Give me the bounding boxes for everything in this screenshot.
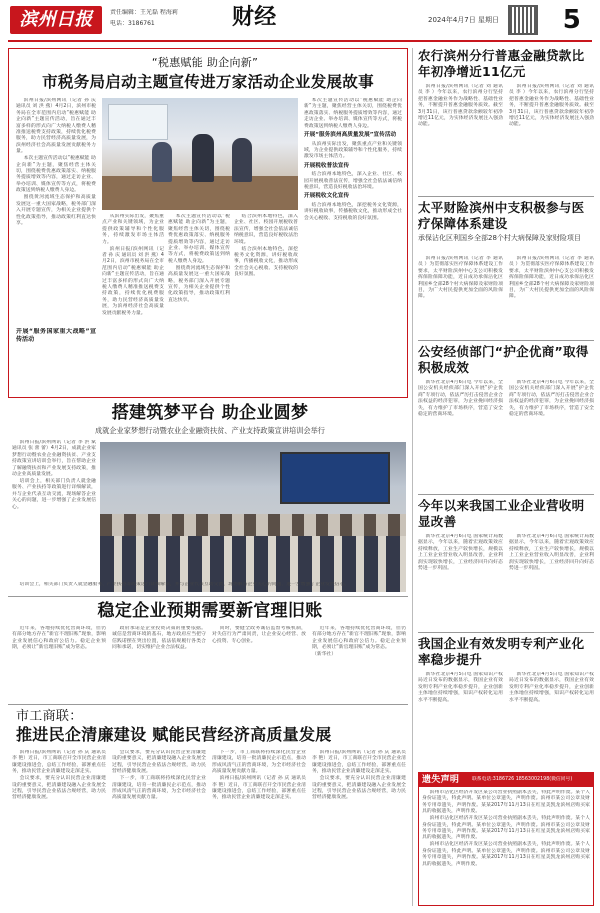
right-story2-subtitle: 承保沾化区利国乡全部28个村大病保障及家财险项目	[418, 234, 581, 242]
story2-subtitle: 成就企业家梦想行动暨农业企业融资扶贫、产业支持政策宣讲培训会举行	[94, 426, 325, 435]
photo-screen	[280, 452, 390, 504]
story2-photo	[100, 442, 406, 592]
right-story3-title: 公安经侦部门“护企优商”取得积极成效	[418, 344, 589, 375]
right-paragraph: 滨州日报/滨州网讯（记者 刘 通讯员 李 ）今年以来，农行滨州分行坚持把普惠金融业务作为战略性、基础性业务，不断提升普惠金融服务质效。截至3月31日，该行普惠贷款余额较年初净增近11亿元，为实体经济发展注入强劲动能。	[509, 84, 594, 128]
story3-paragraph: 政府承诺是企业投资决策的重要依据。诚信是营商环境的基石，地方政府应当把守信践诺摆在突出位置，依法依规履行各类合同和承诺，切实维护企业合法权益。	[112, 626, 206, 651]
lead-col-3	[168, 214, 230, 390]
right-story4-body	[418, 534, 594, 630]
story4-paragraph: 会议要求，要充分认识民营企业清廉建设的重要意义，把清廉建设融入企业发展全过程，引导民营企业依法合规经营，助力民营经济健康发展。	[12, 776, 106, 801]
story2-paragraph: 培训会上，相关部门负责人就金融服务、产业扶持等政策进行详细解读，并与企业代表互动交流，现场解答企业关心的问题，进一步增强了企业发展信心。	[19, 582, 350, 587]
masthead-section: 财经	[232, 5, 277, 30]
masthead-rule	[8, 40, 592, 42]
notice-title: 遗失声明	[422, 775, 460, 785]
lead-paragraph: 本次主题宣传活动以“税惠赋能 助企向新”为主题，聚焦经营主体关切，围绕税费优惠政策落实、纳税服务提质增效等内容，通过走访企业、举办培训、媒体宣传等方式，将税费政策送到纳税人缴费人身边。	[16, 156, 96, 194]
lead-paragraph: 本次主题宣传活动以“税惠赋能 助企向新”为主题，聚焦经营主体关切，围绕税费优惠政策落实、纳税服务提质增效等内容，通过走访企业、举办培训、媒体宣传等方式，将税费政策送到纳税人缴费人身边。	[304, 98, 402, 129]
right-paragraph: 新华社北京4月6日电 今年以来，全国公安机关经侦部门深入开展“护企优商”专项行动，依法严厉打击侵害企业合法权益的经济犯罪，为企业挽回经济损失，有力维护了市场秩序，营造了安全稳定的营商环境。	[509, 380, 594, 418]
photo-person	[232, 138, 252, 182]
lead-paragraph: 结合滨州本地特色，深入企业、社区、校园开展税收普法宣传，增强全社会依法诚信纳税意识，营造良好税收法治环境。	[304, 172, 402, 191]
right-paragraph: 新华社北京4月5日电 国家知识产权局近日发布的数据显示，我国企业有效发明专利产业化率稳步提升，企业创新主体地位持续增强，知识产权转化运用水平不断提高。	[509, 672, 594, 703]
masthead	[0, 0, 600, 40]
right-story3-body	[418, 380, 594, 490]
story2-paragraph: 培训会上，相关部门负责人就金融服务、产业扶持等政策进行详细解读，并与企业代表互动交流，现场解答企业关心的问题，进一步增强了企业发展信心。	[12, 479, 96, 510]
right-story4-title: 今年以来我国工业企业营收明显改善	[418, 498, 585, 529]
story3-rule	[8, 596, 408, 597]
right-paragraph: 滨州日报/滨州网讯（记者 李 通讯员 ）为贯彻落实医疗保障体系建设工作要求，太平财险滨州中心支公司积极发挥保险保障功能，近日成功承保沾化区利国乡全部28个村大病保障及家财险项目，为广大村民提供更加全面的风险保障。	[418, 256, 503, 300]
story4-paragraph: 会议要求，要充分认识民营企业清廉建设的重要意义，把清廉建设融入企业发展全过程，引导民营企业依法合规经营，助力民营经济健康发展。	[312, 776, 406, 801]
masthead-editor: 责任编辑：王光磊 程海莉	[110, 9, 178, 16]
story4-paragraph: 滨州日报/滨州网讯（记者 孙 庆 通讯员 李 艳）近日，市工商联召开全市民营企业清廉建设推进会，总结工作经验，部署重点任务，推动民营企业清廉建设走深走实。	[12, 750, 106, 775]
right-story2-body	[418, 256, 594, 338]
right-paragraph: 滨州日报/滨州网讯（记者 刘 通讯员 李 ）今年以来，农行滨州分行坚持把普惠金融业务作为战略性、基础性业务，不断提升普惠金融服务质效。截至3月31日，该行普惠贷款余额较年初净增近11亿元，为实体经济发展注入强劲动能。	[418, 84, 503, 128]
story4-rule	[8, 704, 408, 705]
lead-paragraph: 本次主题宣传活动以“税惠赋能 助企向新”为主题，聚焦经营主体关切，围绕税费优惠政策落实、纳税服务提质增效等内容，通过走访企业、举办培训、媒体宣传等方式，将税费政策送到纳税人缴费人身边。	[168, 214, 230, 264]
story4-paragraph: 会议要求，要充分认识民营企业清廉建设的重要意义，把清廉建设融入企业发展全过程，引导民营企业依法合规经营，助力民营经济健康发展。	[112, 750, 206, 775]
story4-paragraph: 下一步，市工商联将持续深化民营企业清廉建设，培育一批清廉民企示范点，推动形成风清气正的营商环境，为全市经济社会高质量发展贡献力量。	[112, 776, 206, 801]
right-story2-title: 太平财险滨州中支积极参与医疗保障体系建设	[418, 200, 585, 231]
story3-col-3	[212, 626, 306, 700]
lead-paragraph: 滨州日报/滨州网讯（记者 孙 庆 通讯员 刘 洪 燕）4月2日，滨州市税务局在全市范围内启动“税惠赋能 助企向新”主题宣传活动，旨在通过丰富多样的形式向广大纳税人缴费人精准推送税费支持政策，持续优化税费服务，助力民营经济高质量发展，为滨州经济社会高质量发展贡献税务力量。	[102, 246, 164, 316]
lead-paragraph: 滨州日报/滨州网讯（记者 孙 庆 通讯员 刘 洪 燕）4月2日，滨州市税务局在全市范围内启动“税惠赋能 助企向新”主题宣传活动，旨在通过丰富多样的形式向广大纳税人缴费人精准推送税费支持政策，持续优化税费服务，助力民营经济高质量发展，为滨州经济社会高质量发展贡献税务力量。	[16, 98, 96, 155]
story3-col-1	[12, 626, 106, 700]
story2-paragraph: 滨州日报/滨州网讯（记者 李 洪 斌 通讯员 张 蕾 蕾）4月2日，成就企业家梦想行动暨农业企业融资扶贫、产业支持政策宣讲培训会举行，旨在帮助企业了解融资扶贫和产业发展支持政策，推动企业高质量发展。	[12, 440, 96, 478]
masthead-phone: 电话：3186761	[110, 20, 155, 27]
right-rule	[418, 340, 594, 341]
story4-paragraph: 滨州日报/滨州网讯（记者 孙 庆 通讯员 李 艳）近日，市工商联召开全市民营企业清廉建设推进会，总结工作经验，部署重点任务，推动民营企业清廉建设走深走实。	[312, 750, 406, 775]
right-paragraph: 新华社北京4月6日电 国家统计局数据显示，今年以来，随着宏观政策效应持续释放，工业生产较快增长，规模以上工业企业营业收入明显改善，企业利润实现较快增长，工业经济回升向好态势进一步巩固。	[418, 534, 503, 572]
right-paragraph: 滨州日报/滨州网讯（记者 李 通讯员 ）为贯彻落实医疗保障体系建设工作要求，太平财险滨州中心支公司积极发挥保险保障功能，近日成功承保沾化区利国乡全部28个村大病保障及家财险项目，为广大村民提供更加全面的风险保障。	[509, 256, 594, 300]
story3-title: 稳定企业预期需要新官理旧账	[97, 601, 323, 621]
lead-title: 市税务局启动主题宣传进万家活动企业发展故事	[42, 73, 374, 91]
right-story5-body	[418, 672, 594, 768]
lead-paragraph: 结合滨州本地特色，深挖税务文化资源，讲好税收故事，传播税收文化，推动形成全社会关心税收、支持税收的良好氛围。	[234, 246, 298, 278]
column-divider	[412, 48, 413, 906]
lead-col-5	[304, 98, 402, 390]
story3-signature: （新华社）	[312, 652, 337, 658]
lead-kicker: “税惠赋能 助企向新”	[151, 56, 259, 69]
story3-col-4	[312, 626, 406, 700]
lead-subhead: 开展税收文化宣传	[304, 193, 350, 200]
notice-body	[422, 790, 590, 902]
lead-paragraph: 结合滨州本地特色，深入企业、社区、校园开展税收普法宣传，增强全社会依法诚信纳税意识，营造良好税收法治环境。	[234, 214, 298, 245]
right-story1-body	[418, 84, 594, 194]
lead-paragraph: 围绕黄河流域生态保护和高质量发展这一重大国家战略，税务部门深入开展专题宣传，为相关企业提供个性化政策指导，推动政策红利直达快享。	[16, 195, 96, 226]
story4-col-3	[212, 750, 306, 906]
right-rule	[418, 196, 594, 197]
notice-paragraph: 滨州市沾化区经济开发区某公司营业执照副本丢失，特此声明作废。某个人身份证遗失，特此声明。某单位公章遗失，声明作废。滨州市某公司公章及财务专用章遗失，声明作废。某某2017年11月13日在红星美凯龙滨州店购买家具的收据遗失，声明作废。	[422, 842, 590, 867]
right-story1-title: 农行滨州分行普惠金融贷款比年初净增近11亿元	[418, 48, 585, 79]
story3-col-2	[112, 626, 206, 700]
lead-paragraph: 从滨州实际出发，聚焦重点产业和关键领域，为企业提供政策辅导和个性化服务，持续激发市场主体活力。	[102, 214, 164, 245]
page-number: 5	[562, 5, 582, 35]
photo-audience	[100, 514, 406, 536]
right-rule	[418, 494, 594, 495]
right-story5-title: 我国企业有效发明专利产业化率稳步提升	[418, 636, 585, 667]
right-paragraph: 新华社北京4月6日电 今年以来，全国公安机关经侦部门深入开展“护企优商”专项行动，依法严厉打击侵害企业合法权益的经济犯罪，为企业挽回经济损失，有力维护了市场秩序，营造了安全稳定的营商环境。	[418, 380, 503, 418]
story4-col-2	[112, 750, 206, 906]
right-paragraph: 新华社北京4月6日电 国家统计局数据显示，今年以来，随着宏观政策效应持续释放，工业生产较快增长，规模以上工业企业营业收入明显改善，企业利润实现较快增长，工业经济回升向好态势进一步巩固。	[509, 534, 594, 572]
story2-col-1b	[12, 582, 406, 592]
story3-paragraph: 近年来，各地持续优化营商环境，但仍有部分地方存在“新官不理旧账”现象，影响企业发展信心和政府公信力。稳定企业预期，必须让“新官理旧账”成为常态。	[12, 626, 106, 651]
lead-paragraph: 从滨州实际出发，聚焦重点产业和关键领域，为企业提供政策辅导和个性化服务，持续激发市场主体活力。	[304, 141, 402, 160]
right-paragraph: 新华社北京4月5日电 国家知识产权局近日发布的数据显示，我国企业有效发明专利产业化率稳步提升，企业创新主体地位持续增强，知识产权转化运用水平不断提高。	[418, 672, 503, 703]
masthead-logo-text: 滨州日报	[19, 9, 93, 30]
lead-paragraph: 围绕黄河流域生态保护和高质量发展这一重大国家战略，税务部门深入开展专题宣传，为相关企业提供个性化政策指导，推动政策红利直达快享。	[168, 265, 230, 303]
story3-paragraph: 近年来，各地持续优化营商环境，但仍有部分地方存在“新官不理旧账”现象，影响企业发展信心和政府公信力。稳定企业预期，必须让“新官理旧账”成为常态。	[312, 626, 406, 651]
lead-col-1b	[16, 328, 96, 388]
lead-paragraph: 结合滨州本地特色，深挖税务文化资源，讲好税收故事，传播税收文化，推动形成全社会关心税收、支持税收的良好氛围。	[304, 202, 402, 221]
story2-title: 搭建筑梦平台 助企业圆梦	[111, 403, 309, 423]
masthead-date: 2024年4月7日 星期日	[428, 16, 499, 24]
photo-person	[152, 142, 172, 182]
photo-window	[108, 104, 168, 140]
story2-col-1	[12, 440, 96, 580]
story3-paragraph: 同时，要健全政务诚信监督考核机制，对失信行为严肃问责，让企业安心经营、放心投资、专心创业。	[212, 626, 306, 644]
story4-col-1	[12, 750, 106, 906]
lead-col-2	[102, 214, 164, 390]
story4-paragraph: 下一步，市工商联将持续深化民营企业清廉建设，培育一批清廉民企示范点，推动形成风清气正的营商环境，为全市经济社会高质量发展贡献力量。	[212, 750, 306, 775]
notice-paragraph: 滨州市沾化区经济开发区某公司营业执照副本丢失，特此声明作废。某个人身份证遗失，特此声明。某单位公章遗失，声明作废。滨州市某公司公章及财务专用章遗失，声明作废。某某2017年11月13日在红星美凯龙滨州店购买家具的收据遗失，声明作废。	[422, 816, 590, 841]
photo-person	[192, 134, 214, 182]
story4-paragraph: 滨州日报/滨州网讯（记者 孙 庆 通讯员 李 艳）近日，市工商联召开全市民营企业清廉建设推进会，总结工作经验，部署重点任务，推动民营企业清廉建设走深走实。	[212, 776, 306, 801]
lead-subhead: 开展“服务国家重大战略”宣传活动	[16, 328, 96, 343]
lead-photo	[102, 98, 298, 210]
story4-kicker: 市工商联：	[16, 709, 83, 724]
lead-subhead: 开展税收普法宣传	[304, 162, 350, 169]
story4-col-4	[312, 750, 406, 906]
qr-code-icon	[508, 5, 538, 35]
lead-subhead: 开展“服务滨州高质量发展”宣传活动	[304, 132, 397, 139]
notice-paragraph: 滨州市沾化区经济开发区某公司营业执照副本丢失，特此声明作废。某个人身份证遗失，特此声明。某单位公章遗失，声明作废。滨州市某公司公章及财务专用章遗失，声明作废。某某2017年11月13日在红星美凯龙滨州店购买家具的收据遗失，声明作废。	[422, 790, 590, 815]
right-rule	[418, 632, 594, 633]
story4-title: 推进民企清廉建设 赋能民营经济高质量发展	[16, 725, 332, 744]
notice-contact: 联系电话:3186726 18563002198(微信同号)	[472, 777, 573, 782]
lead-col-4	[234, 214, 298, 390]
